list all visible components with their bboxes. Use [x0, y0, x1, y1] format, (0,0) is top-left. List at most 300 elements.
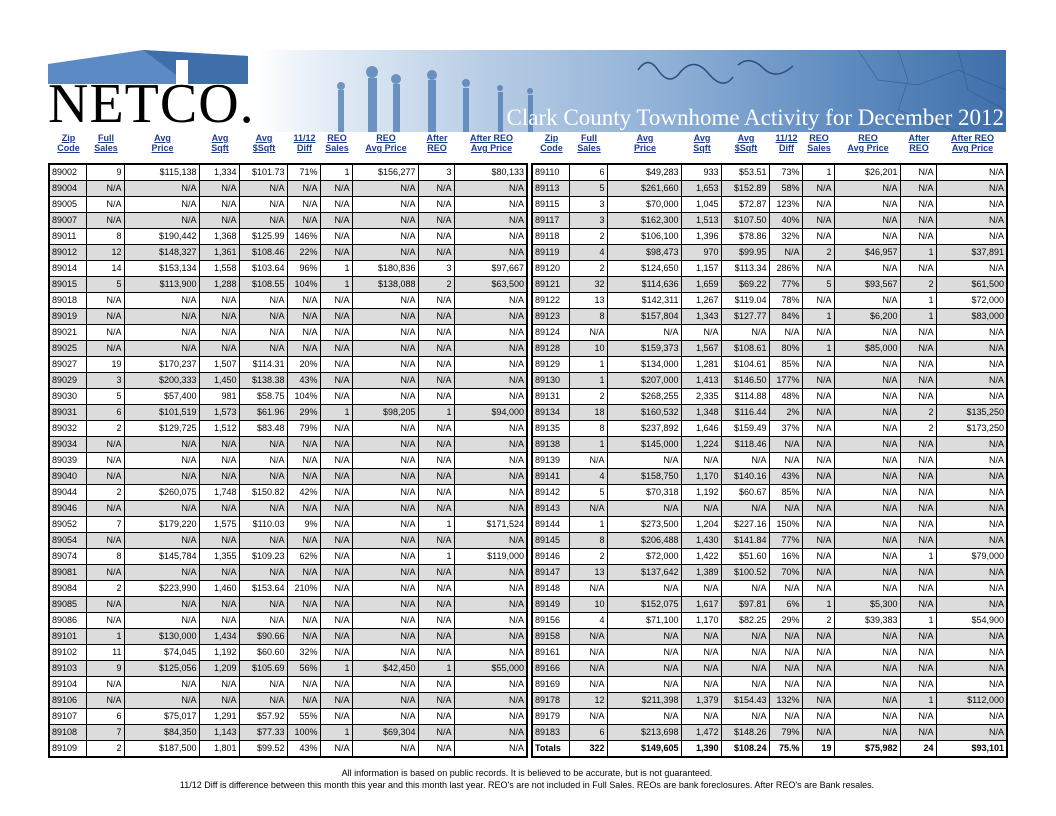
table-cell: 322 — [569, 741, 607, 758]
table-cell: N/A — [352, 485, 418, 501]
table-cell: $75,982 — [834, 741, 900, 758]
table-cell: N/A — [320, 197, 352, 213]
table-cell: N/A — [418, 741, 454, 758]
table-cell: 11 — [86, 645, 124, 661]
table-cell: N/A — [124, 293, 199, 309]
table-cell: 89039 — [49, 453, 86, 469]
table-cell: N/A — [352, 389, 418, 405]
table-cell: 5 — [86, 389, 124, 405]
table-cell: N/A — [721, 645, 769, 661]
table-cell: N/A — [834, 373, 900, 389]
table-cell: $137,642 — [607, 565, 681, 581]
table-cell: N/A — [199, 309, 239, 325]
table-cell: N/A — [86, 453, 124, 469]
table-cell: N/A — [834, 549, 900, 565]
header-text: Full — [98, 133, 114, 143]
table-cell: 1,659 — [681, 277, 721, 293]
table-cell: 1,224 — [681, 437, 721, 453]
table-row — [49, 501, 527, 517]
table-cell: 43% — [769, 469, 802, 485]
table-cell: $60.67 — [721, 485, 769, 501]
table-cell: N/A — [124, 309, 199, 325]
table-cell: $85,000 — [834, 341, 900, 357]
table-cell: N/A — [239, 309, 287, 325]
table-cell: N/A — [454, 565, 527, 581]
table-cell: N/A — [454, 453, 527, 469]
table-cell: $112,000 — [936, 693, 1007, 709]
table-cell: 2 — [802, 613, 834, 629]
table-cell: N/A — [320, 581, 352, 597]
table-cell: N/A — [900, 469, 936, 485]
table-cell: N/A — [320, 293, 352, 309]
table-cell: N/A — [320, 741, 352, 758]
table-row — [532, 677, 1007, 693]
table-cell: 1 — [900, 245, 936, 261]
table-cell: 42% — [287, 485, 320, 501]
table-cell: N/A — [802, 517, 834, 533]
table-row — [532, 405, 1007, 421]
table-cell: $42,450 — [352, 661, 418, 677]
table-cell: N/A — [454, 693, 527, 709]
left-header-6 — [321, 133, 353, 161]
table-cell: N/A — [124, 613, 199, 629]
table-cell: N/A — [900, 709, 936, 725]
table-cell: $190,442 — [124, 229, 199, 245]
table-cell: $74,045 — [124, 645, 199, 661]
table-cell: N/A — [352, 181, 418, 197]
table-cell: N/A — [936, 709, 1007, 725]
table-cell: N/A — [834, 661, 900, 677]
table-cell: N/A — [454, 197, 527, 213]
table-cell: 89018 — [49, 293, 86, 309]
table-row — [49, 373, 527, 389]
table-cell: N/A — [834, 213, 900, 229]
table-cell: N/A — [454, 373, 527, 389]
table-cell: $94,000 — [454, 405, 527, 421]
table-cell: 89029 — [49, 373, 86, 389]
table-cell: N/A — [681, 709, 721, 725]
table-row — [49, 325, 527, 341]
table-cell: 89027 — [49, 357, 86, 373]
table-cell: 89135 — [532, 421, 569, 437]
table-cell: N/A — [721, 453, 769, 469]
table-cell: $150.82 — [239, 485, 287, 501]
table-cell: N/A — [681, 629, 721, 645]
header-text: REO — [327, 133, 347, 143]
table-cell: N/A — [721, 501, 769, 517]
table-cell: N/A — [239, 677, 287, 693]
table-row — [532, 581, 1007, 597]
table-cell: 89040 — [49, 469, 86, 485]
table-cell: N/A — [320, 533, 352, 549]
table-cell: 5 — [802, 277, 834, 293]
table-cell: 89142 — [532, 485, 569, 501]
table-cell: 146% — [287, 229, 320, 245]
table-cell: 89044 — [49, 485, 86, 501]
table-cell: N/A — [454, 213, 527, 229]
table-cell: $98,205 — [352, 405, 418, 421]
table-cell: $61,500 — [936, 277, 1007, 293]
table-cell: N/A — [802, 197, 834, 213]
table-cell: 3 — [86, 373, 124, 389]
table-cell: N/A — [320, 645, 352, 661]
table-row — [532, 181, 1007, 197]
table-cell: $100.52 — [721, 565, 769, 581]
table-cell: $109.23 — [239, 549, 287, 565]
table-cell: N/A — [454, 229, 527, 245]
table-cell: 89123 — [532, 309, 569, 325]
table-cell: 1 — [418, 405, 454, 421]
table-cell: N/A — [352, 741, 418, 758]
table-cell: Totals — [532, 741, 569, 758]
table-cell: 62% — [287, 549, 320, 565]
table-cell: 1 — [418, 549, 454, 565]
table-cell: 1,361 — [199, 245, 239, 261]
table-cell: N/A — [352, 549, 418, 565]
table-cell: $37,891 — [936, 245, 1007, 261]
table-cell: N/A — [320, 309, 352, 325]
table-cell: 1,209 — [199, 661, 239, 677]
table-cell: $152,075 — [607, 597, 681, 613]
table-cell: 8 — [569, 533, 607, 549]
left-header-8 — [419, 133, 455, 161]
table-cell: 89158 — [532, 629, 569, 645]
table-cell: 13 — [569, 565, 607, 581]
left-header-0 — [50, 133, 87, 161]
table-cell: 89130 — [532, 373, 569, 389]
table-cell: N/A — [607, 677, 681, 693]
table-row — [49, 613, 527, 629]
table-cell: N/A — [199, 677, 239, 693]
table-cell: 89118 — [532, 229, 569, 245]
table-cell: 89002 — [49, 164, 86, 181]
table-cell: 70% — [769, 565, 802, 581]
table-cell: N/A — [418, 453, 454, 469]
table-cell: N/A — [124, 437, 199, 453]
table-cell: N/A — [900, 501, 936, 517]
table-cell: 7 — [86, 517, 124, 533]
table-cell: N/A — [900, 581, 936, 597]
header-text: Code — [57, 143, 80, 153]
table-cell: 56% — [287, 661, 320, 677]
table-cell: N/A — [86, 325, 124, 341]
table-cell: 89030 — [49, 389, 86, 405]
table-cell: 89108 — [49, 725, 86, 741]
table-cell: N/A — [454, 437, 527, 453]
table-cell: 19 — [802, 741, 834, 758]
table-cell: N/A — [86, 501, 124, 517]
table-row — [49, 453, 527, 469]
table-row — [532, 357, 1007, 373]
table-cell: 1 — [418, 661, 454, 677]
table-row — [49, 725, 527, 741]
table-cell: N/A — [352, 453, 418, 469]
table-cell: 32% — [769, 229, 802, 245]
header-text: Avg — [636, 133, 654, 143]
table-cell: N/A — [936, 357, 1007, 373]
table-cell: N/A — [802, 709, 834, 725]
table-cell: 85% — [769, 485, 802, 501]
table-cell: 89054 — [49, 533, 86, 549]
table-cell: N/A — [900, 357, 936, 373]
table-cell: 1,575 — [199, 517, 239, 533]
table-cell: 89074 — [49, 549, 86, 565]
table-cell: $75,017 — [124, 709, 199, 725]
table-cell: 89119 — [532, 245, 569, 261]
table-cell: 58% — [769, 181, 802, 197]
table-cell: N/A — [936, 725, 1007, 741]
table-cell: N/A — [352, 341, 418, 357]
table-cell: $69.22 — [721, 277, 769, 293]
table-cell: 10 — [569, 341, 607, 357]
header-text: REO — [858, 133, 878, 143]
table-cell: N/A — [834, 581, 900, 597]
table-cell: 2 — [86, 581, 124, 597]
header-text: Sales — [577, 143, 601, 153]
table-cell: 1 — [418, 517, 454, 533]
header-text: Avg Price — [470, 143, 513, 153]
table-cell: N/A — [454, 677, 527, 693]
table-cell: 1,450 — [199, 373, 239, 389]
table-cell: N/A — [86, 565, 124, 581]
header-text: Avg Price — [847, 143, 889, 153]
table-cell: 2 — [569, 229, 607, 245]
table-cell: 89143 — [532, 501, 569, 517]
table-cell: N/A — [936, 389, 1007, 405]
table-cell: N/A — [802, 501, 834, 517]
table-cell: N/A — [569, 453, 607, 469]
table-cell: $171,524 — [454, 517, 527, 533]
table-cell: N/A — [320, 437, 352, 453]
right-header-2 — [608, 133, 682, 161]
header-text: Avg Price — [951, 143, 994, 153]
table-cell: $93,567 — [834, 277, 900, 293]
table-cell: $108.24 — [721, 741, 769, 758]
table-cell: $116.44 — [721, 405, 769, 421]
table-cell: N/A — [569, 661, 607, 677]
table-cell: N/A — [124, 469, 199, 485]
table-cell: $108.46 — [239, 245, 287, 261]
table-cell: 1,143 — [199, 725, 239, 741]
table-cell: 18 — [569, 405, 607, 421]
table-cell: 1,334 — [199, 164, 239, 181]
table-cell: N/A — [418, 229, 454, 245]
table-cell: N/A — [569, 325, 607, 341]
table-cell: 1,045 — [681, 197, 721, 213]
table-cell: 89115 — [532, 197, 569, 213]
table-cell: $187,500 — [124, 741, 199, 758]
table-cell: 29% — [769, 613, 802, 629]
table-cell: 6 — [569, 725, 607, 741]
table-row — [49, 629, 527, 645]
header-text: After REO — [950, 133, 994, 143]
table-row — [49, 517, 527, 533]
table-cell: 6% — [769, 597, 802, 613]
table-cell: N/A — [769, 453, 802, 469]
table-cell: N/A — [124, 341, 199, 357]
table-cell: 89107 — [49, 709, 86, 725]
table-cell: 89019 — [49, 309, 86, 325]
table-row — [49, 597, 527, 613]
table-cell: N/A — [239, 325, 287, 341]
table-cell: 1,291 — [199, 709, 239, 725]
table-cell: N/A — [86, 293, 124, 309]
table-cell: 5 — [86, 277, 124, 293]
header-text: REO — [909, 143, 929, 153]
banner — [48, 50, 1006, 132]
table-cell: N/A — [834, 229, 900, 245]
table-cell: $83,000 — [936, 309, 1007, 325]
table-cell: 89166 — [532, 661, 569, 677]
table-cell: N/A — [199, 325, 239, 341]
table-cell: 32% — [287, 645, 320, 661]
table-cell: N/A — [769, 581, 802, 597]
table-cell: 24 — [900, 741, 936, 758]
table-cell: N/A — [721, 325, 769, 341]
table-cell: N/A — [900, 164, 936, 181]
table-cell: N/A — [418, 309, 454, 325]
table-cell: N/A — [802, 725, 834, 741]
table-cell: N/A — [900, 661, 936, 677]
table-cell: N/A — [569, 645, 607, 661]
table-cell: N/A — [681, 677, 721, 693]
table-cell: $26,201 — [834, 164, 900, 181]
header-text: Avg — [737, 133, 755, 143]
table-cell: 1,281 — [681, 357, 721, 373]
table-cell: N/A — [418, 597, 454, 613]
table-cell: N/A — [900, 229, 936, 245]
table-cell: $113.34 — [721, 261, 769, 277]
table-cell: $160,532 — [607, 405, 681, 421]
table-cell: $98,473 — [607, 245, 681, 261]
table-cell: N/A — [681, 325, 721, 341]
table-cell: 89138 — [532, 437, 569, 453]
table-cell: 1,507 — [199, 357, 239, 373]
table-row — [532, 213, 1007, 229]
table-cell: N/A — [199, 469, 239, 485]
table-cell: 89014 — [49, 261, 86, 277]
left-header-3 — [200, 133, 240, 161]
table-cell: N/A — [936, 645, 1007, 661]
table-cell: $170,237 — [124, 357, 199, 373]
table-cell: N/A — [834, 469, 900, 485]
table-cell: $57,400 — [124, 389, 199, 405]
table-cell: $93,101 — [936, 741, 1007, 758]
table-cell: 89086 — [49, 613, 86, 629]
table-cell: N/A — [86, 213, 124, 229]
table-cell: 89122 — [532, 293, 569, 309]
table-cell: $103.64 — [239, 261, 287, 277]
table-cell: $105.69 — [239, 661, 287, 677]
table-cell: N/A — [418, 677, 454, 693]
left-data-table — [48, 163, 528, 758]
table-cell: $200,333 — [124, 373, 199, 389]
table-cell: $124,650 — [607, 261, 681, 277]
table-cell: N/A — [936, 341, 1007, 357]
table-cell: 89149 — [532, 597, 569, 613]
table-cell: 1,513 — [681, 213, 721, 229]
table-cell: N/A — [287, 565, 320, 581]
table-row — [532, 549, 1007, 565]
table-cell: $157,804 — [607, 309, 681, 325]
header-text: Sales — [94, 143, 118, 153]
table-cell: N/A — [352, 357, 418, 373]
table-cell: N/A — [569, 709, 607, 725]
table-cell: N/A — [86, 533, 124, 549]
table-cell: N/A — [124, 325, 199, 341]
table-cell: N/A — [199, 197, 239, 213]
table-cell: 177% — [769, 373, 802, 389]
table-cell: N/A — [418, 213, 454, 229]
table-row — [49, 421, 527, 437]
table-cell: 1,389 — [681, 565, 721, 581]
table-cell: N/A — [834, 357, 900, 373]
table-cell: $80,133 — [454, 164, 527, 181]
header-text: Full — [581, 133, 597, 143]
table-cell: 80% — [769, 341, 802, 357]
table-cell: $70,000 — [607, 197, 681, 213]
table-cell: 100% — [287, 725, 320, 741]
table-cell: $149,605 — [607, 741, 681, 758]
table-cell: N/A — [834, 725, 900, 741]
table-cell: 1,390 — [681, 741, 721, 758]
table-cell: 89144 — [532, 517, 569, 533]
table-cell: 29% — [287, 405, 320, 421]
table-cell: N/A — [124, 677, 199, 693]
table-cell: N/A — [769, 645, 802, 661]
table-cell: N/A — [418, 565, 454, 581]
table-cell: N/A — [352, 325, 418, 341]
table-cell: 78% — [769, 293, 802, 309]
table-cell: 8 — [86, 549, 124, 565]
header-text: Diff — [297, 143, 312, 153]
table-cell: N/A — [352, 373, 418, 389]
table-cell: $138,088 — [352, 277, 418, 293]
table-cell: 6 — [86, 405, 124, 421]
table-cell: N/A — [607, 501, 681, 517]
table-cell: 2 — [900, 421, 936, 437]
table-cell: N/A — [802, 677, 834, 693]
table-cell: 89148 — [532, 581, 569, 597]
table-cell: $154.43 — [721, 693, 769, 709]
table-cell: N/A — [834, 421, 900, 437]
table-cell: 1,460 — [199, 581, 239, 597]
table-cell: 8 — [569, 309, 607, 325]
table-cell: N/A — [834, 501, 900, 517]
table-cell: N/A — [418, 325, 454, 341]
table-cell: N/A — [900, 597, 936, 613]
table-cell: N/A — [454, 341, 527, 357]
table-cell: 1 — [900, 693, 936, 709]
table-cell: N/A — [936, 181, 1007, 197]
table-cell: 32 — [569, 277, 607, 293]
table-row — [49, 693, 527, 709]
table-cell: N/A — [454, 357, 527, 373]
table-cell: N/A — [936, 164, 1007, 181]
table-cell: 1,170 — [681, 613, 721, 629]
table-cell: N/A — [802, 357, 834, 373]
table-cell: N/A — [124, 197, 199, 213]
table-cell: 2 — [86, 485, 124, 501]
table-cell: N/A — [607, 581, 681, 597]
table-cell: 1 — [900, 293, 936, 309]
table-cell: $82.25 — [721, 613, 769, 629]
table-cell: N/A — [900, 389, 936, 405]
table-cell: N/A — [320, 597, 352, 613]
table-row — [49, 565, 527, 581]
table-cell: $53.51 — [721, 164, 769, 181]
table-cell: 89011 — [49, 229, 86, 245]
